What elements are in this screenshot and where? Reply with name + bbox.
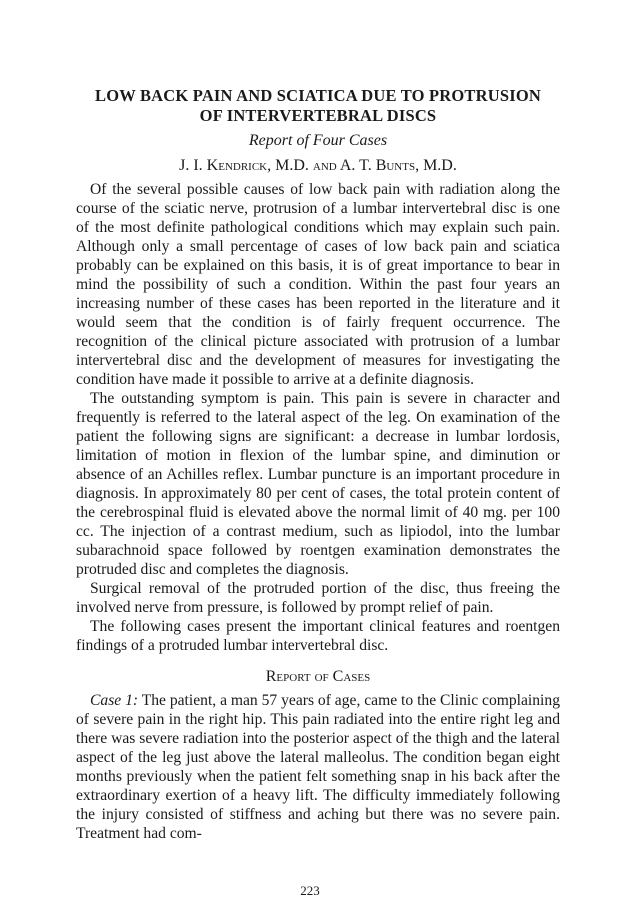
paragraph: The outstanding symptom is pain. This pain is severe in character and frequently is referred to the lateral aspect of the leg. On examination of the patient the following signs are significant: a decrease in lumbar lordosis, limitation of motion in flexion of the lumbar spine, and diminution or absence of an Achilles reflex. Lumbar puncture is an important procedure in diagnosis. In approximately 80 per cent of cases, the total protein content of the cerebrospinal fluid is elevated above the normal limit of 40 mg. per 100 cc. The injection of a contrast medium, such as lipiodol, into the lumbar subarachnoid space followed by roentgen examination demonstrates the protruded disc and completes the diagnosis. bbox=[76, 390, 560, 578]
paragraph: Of the several possible causes of low back pain with radiation along the course of the sciatic nerve, protrusion of a lumbar intervertebral disc is one of the most definite pathological conditions which may explain such pain. Although only a small percentage of cases of low back pain and sciatica probably can be explained on this basis, it is of great importance to bear in mind the possibility of such a condition. Within the past four years an increasing number of these cases has been reported in the literature and it would seem that the condition is of fairly frequent occurrence. The recognition of the clinical picture associated with protrusion of a lumbar intervertebral disc and the development of measures for investigating the condition have made it possible to arrive at a definite diagnosis. bbox=[76, 181, 560, 388]
article-authors: J. I. Kendrick, M.D. and A. T. Bunts, M.D. bbox=[179, 157, 457, 174]
case-text: The patient, a man 57 years of age, came to the Clinic complaining of severe pain in the right hip. This pain radiated into the entire right leg and there was severe radiation into the posterior aspect of the thigh and the lateral aspect of the leg just above the lateral malleolus. The condition began eight months previously when the patient felt something snap in his back after the extraordinary exertion of a heavy lift. The difficulty immediately following the injury consisted of stiffness and aching but there was no severe pain. Treatment had com- bbox=[76, 692, 560, 842]
article-title bbox=[76, 86, 560, 126]
paragraph: Surgical removal of the protruded portion of the disc, thus freeing the involved nerve from pressure, is followed by prompt relief of pain. bbox=[76, 580, 560, 616]
section-heading: Report of Cases bbox=[265, 668, 371, 685]
article-body bbox=[76, 180, 560, 843]
case-label: Case 1: bbox=[90, 692, 139, 709]
title-line-1: LOW BACK PAIN AND SCIATICA DUE TO PROTRUSION bbox=[95, 86, 541, 105]
article-subtitle: Report of Four Cases bbox=[248, 132, 388, 149]
title-line-2: OF INTERVERTEBRAL DISCS bbox=[199, 106, 437, 125]
paragraph: The following cases present the important clinical features and roentgen findings of a protruded lumbar intervertebral disc. bbox=[76, 618, 560, 654]
page-number: 223 bbox=[300, 883, 320, 898]
case-paragraph bbox=[76, 691, 560, 843]
